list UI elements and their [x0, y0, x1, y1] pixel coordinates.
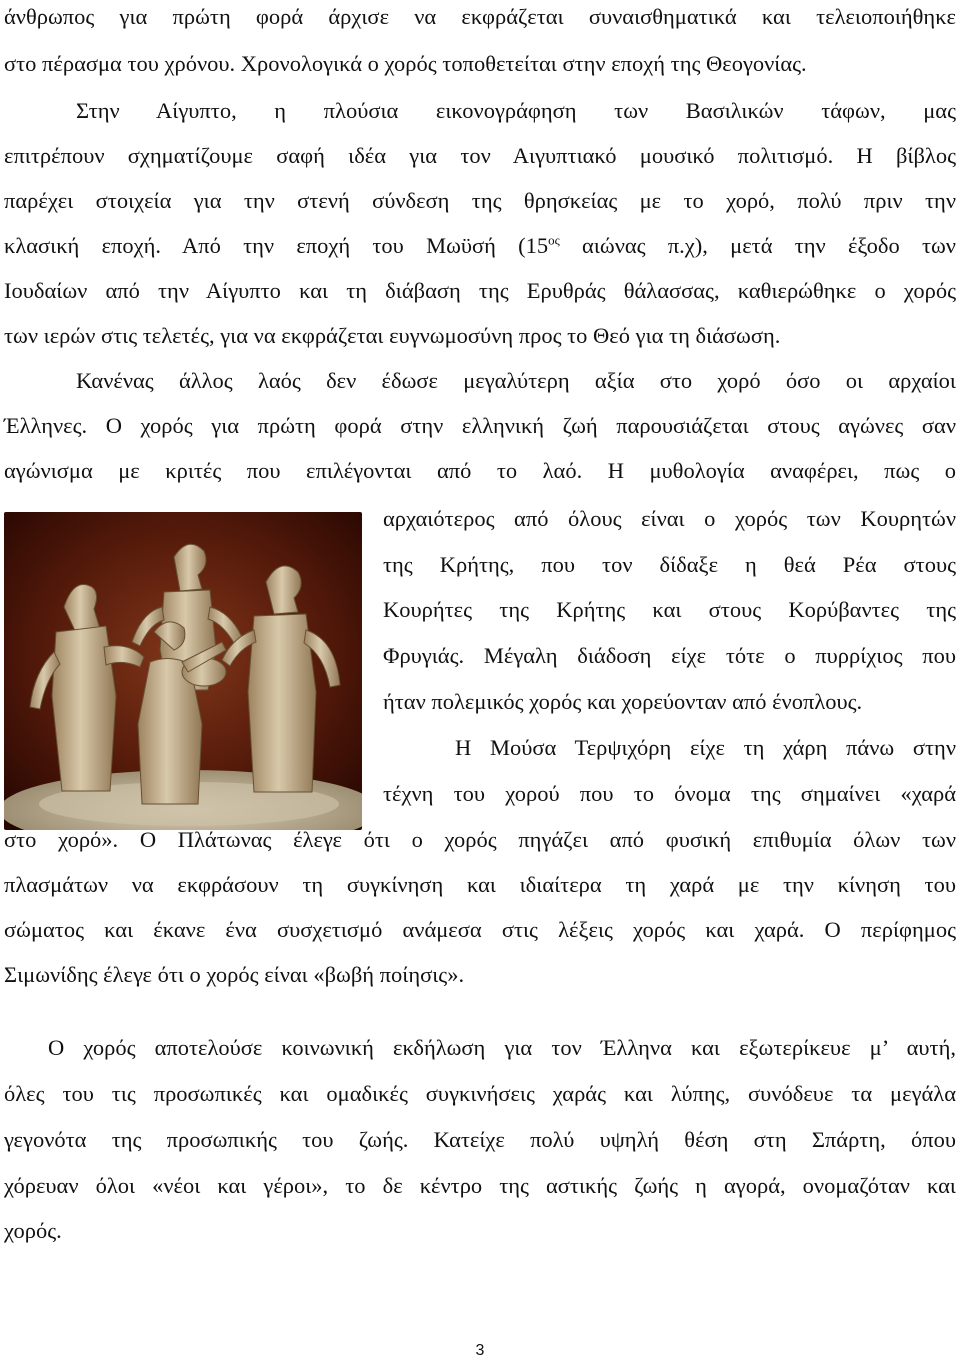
text-line: Η Μούσα Τερψιχόρη είχε τη χάρη πάνω στην	[455, 735, 956, 760]
text-line: τέχνη του χορού που το όνομα της σημαίνει «χαρά	[383, 781, 956, 806]
text-line: αγώνισμα με κριτές που επιλέγονται από το λαό. Η μυθολογία αναφέρει, πως ο	[4, 458, 956, 483]
text-line: Σιμωνίδης έλεγε ότι ο χορός είναι «βωβή ποίησις».	[4, 962, 465, 987]
text-line: παρέχει στοιχεία για την στενή σύνδεση της θρησκείας με το χορό, πολύ πριν την	[4, 188, 956, 213]
page-number: 3	[475, 1342, 485, 1359]
text-line: γεγονότα της προσωπικής του ζωής. Κατείχε πολύ υψηλή θέση στη Σπάρτη, όπου	[4, 1127, 956, 1152]
text-line: ήταν πολεμικός χορός και χορεύονταν από ένοπλους.	[383, 689, 863, 714]
text-line: αρχαιότερος από όλους είναι ο χορός των Κουρητών	[383, 506, 956, 531]
text-run: αιώνας π.χ), μετά την έξοδο των	[559, 233, 956, 258]
text-line: Φρυγιάς. Μέγαλη διάδοση είχε τότε ο πυρρίχιος που	[383, 643, 956, 668]
text-run: κλασική εποχή. Από την εποχή του Μωϋσή (15	[4, 233, 549, 258]
text-line: Ο χορός αποτελούσε κοινωνική εκδήλωση για τον Έλληνα και εξωτερίκευε μ’ αυτή,	[48, 1035, 956, 1060]
text-line: Κανένας άλλος λαός δεν έδωσε μεγαλύτερη αξία στο χορό όσο οι αρχαίοι	[76, 368, 956, 393]
dancers-figurines-image	[4, 512, 362, 830]
text-line: Έλληνες. Ο χορός για πρώτη φορά στην ελληνική ζωή παρουσιάζεται στους αγώνες σαν	[4, 413, 956, 438]
text-line: στο χορό». Ο Πλάτωνας έλεγε ότι ο χορός πηγάζει από φυσική επιθυμία όλων των	[4, 827, 956, 852]
superscript: ος	[548, 232, 560, 248]
text-line: της Κρήτης, που τον δίδαξε η θεά Ρέα στους	[383, 552, 956, 577]
text-line: χόρευαν όλοι «νέοι και γέροι», το δε κέντρο της αστικής ζωής η αγορά, ονομαζόταν και	[4, 1173, 956, 1198]
text-line: Κουρήτες της Κρήτης και στους Κορύβαντες της	[383, 597, 956, 622]
text-line: όλες του τις προσωπικές και ομαδικές συγκινήσεις χαράς και λύπης, συνόδευε τα μεγάλα	[4, 1081, 956, 1106]
text-line: Στην Αίγυπτο, η πλούσια εικονογράφηση των Βασιλικών τάφων, μας	[76, 98, 956, 123]
text-line: επιτρέπουν σχηματίζουμε σαφή ιδέα για τον Αιγυπτιακό μουσικό πολιτισμό. Η βίβλος	[4, 143, 956, 168]
text-line	[4, 231, 956, 261]
text-line: άνθρωπος για πρώτη φορά άρχισε να εκφράζεται συναισθηματικά και τελειοποιήθηκε	[4, 4, 956, 29]
figurines-picture	[4, 512, 362, 830]
text-line: στο πέρασμα του χρόνου. Χρονολογικά ο χορός τοποθετείται στην εποχή της Θεογονίας.	[4, 51, 807, 76]
text-line: χορός.	[4, 1218, 62, 1243]
text-line: πλασμάτων να εκφράσουν τη συγκίνηση και ιδιαίτερα τη χαρά με την κίνηση του	[4, 872, 956, 897]
text-line: σώματος και έκανε ένα συσχετισμό ανάμεσα στις λέξεις χορός και χαρά. Ο περίφημος	[4, 917, 956, 942]
text-line: Ιουδαίων από την Αίγυπτο και τη διάβαση της Ερυθράς θάλασσας, καθιερώθηκε ο χορός	[4, 278, 956, 303]
text-line: των ιερών στις τελετές, για να εκφράζεται ευγνωμοσύνη προς το Θεό για τη διάσωση.	[4, 323, 781, 348]
